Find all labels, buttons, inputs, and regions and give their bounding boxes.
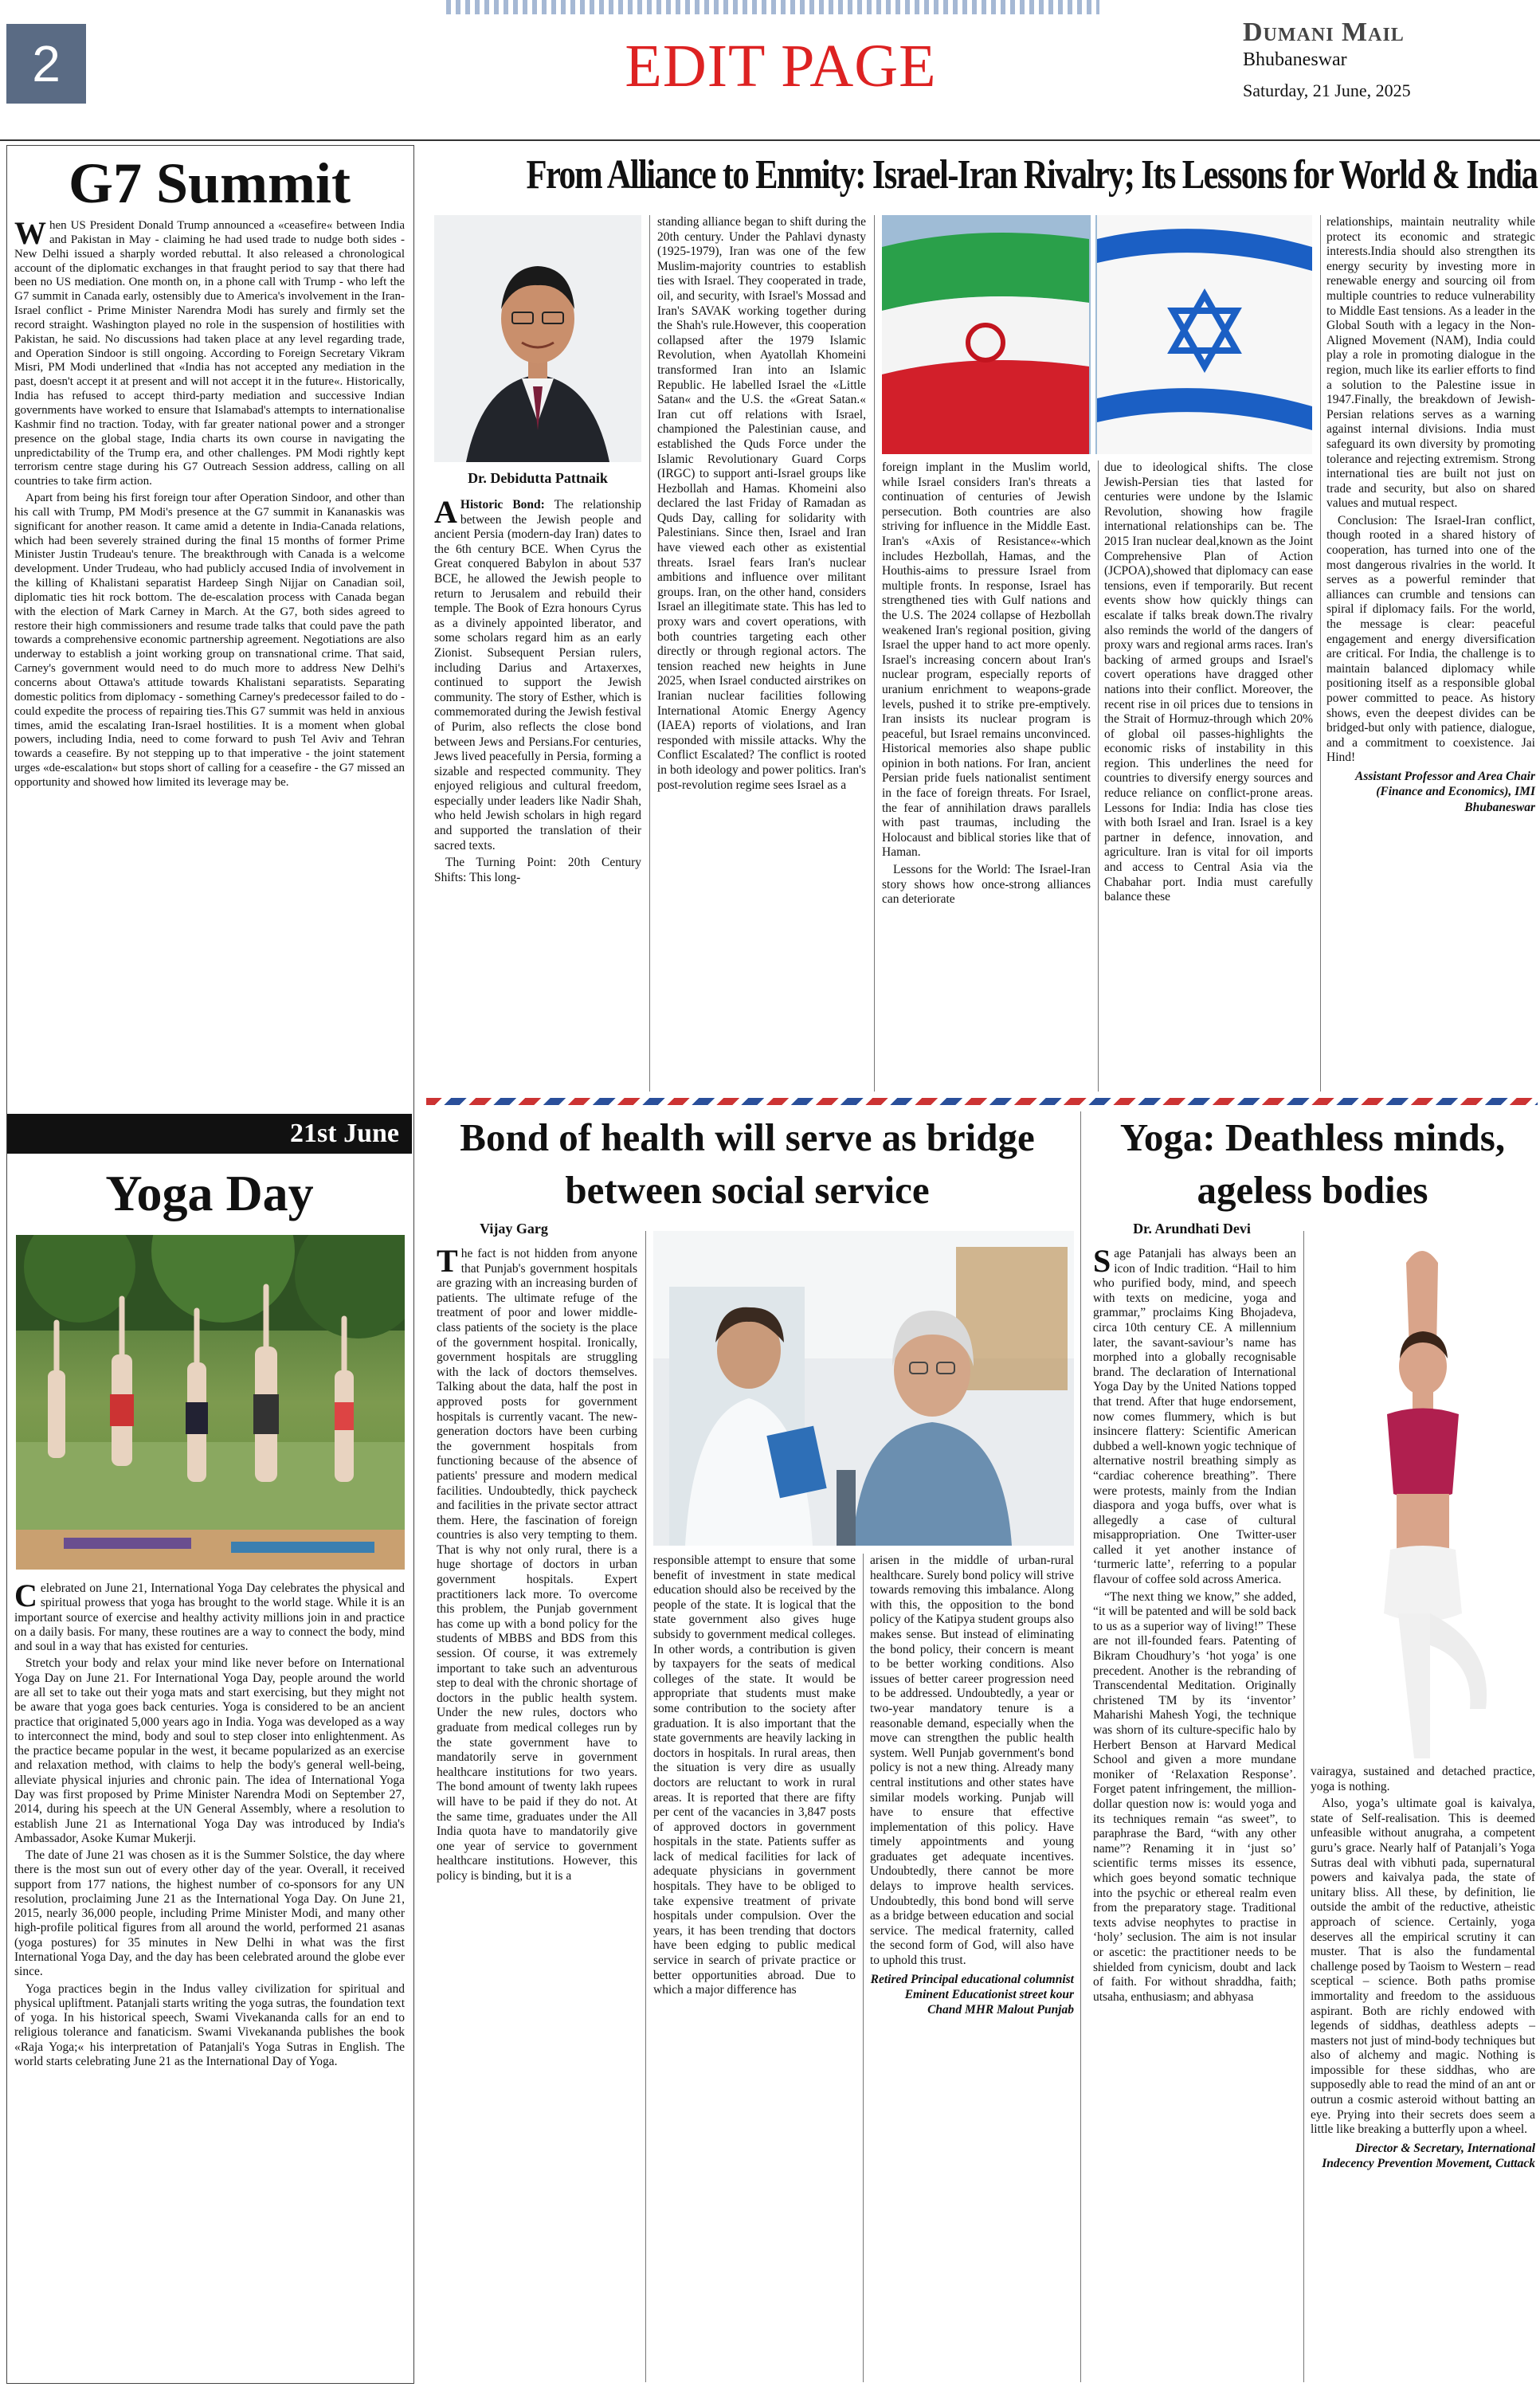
article-text: standing alliance began to shift during the 20th century. Under the Pahlavi dynasty (1925-1979), Iran was one of the few Muslim-majority countries to establish ties with Israel. They cooperated in trade, oil, and security, with Israel's Mossad and Iran's SAVAK working together during the Shah's rule.However, this cooperation collapsed after the 1979 Islamic Revolution, when Ayatollah Khomeini transformed Iran into an Islamic Republic. He labelled Israel the «Little Satan« and the U.S. the «Great Satan.« Iran cut off relations with Israel, championed the Palestinian cause, and established the Quds Force under the Islamic Revolutionary Guard Corps (IRGC) to support anti-Israel groups like Hezbollah and Hamas. Khomeini also declared the last Friday of Ramadan as Quds Day, calling for solidarity with Palestinians. Since then, Israel and Iran have viewed each other as existential threats. Israel fears Iran's nuclear ambitions and influence over militant groups. Iran, on the other hand, considers Israel an illegitimate state. This has led to proxy wars and covert operations, with both countries targeting each other directly or through regional actors. The tension reached new heights in June 2025, when Israel conducted airstrikes on Iranian nuclear facilities following International Atomic Energy Agency (IAEA) reports of violations, and Iran responded with missile attacks. Why the Conflict Escalated? The conflict is rooted in both ideology and power politics. Iran's post-revolution regime sees Israel as a <box>657 215 866 792</box>
yoga-day-article <box>14 1578 405 2071</box>
israel-iran-col5 <box>1326 215 1535 815</box>
health-col3 <box>870 1554 1074 2018</box>
israel-iran-col4 <box>1104 461 1313 907</box>
israel-iran-col3 <box>882 461 1091 910</box>
lead-in: Historic Bond: <box>460 498 545 512</box>
yoga-day-banner <box>7 1114 412 1154</box>
masthead <box>1243 18 1538 101</box>
israel-iran-headline: From Alliance to Enmity: Israel-Iran Rivalry; Its Lessons for World & India <box>526 152 1538 198</box>
drop-cap: S <box>1093 1243 1111 1279</box>
yoga-minds-col1 <box>1093 1243 1296 2007</box>
column-rule <box>1320 215 1321 1092</box>
yoga-paragraph: Yoga practices begin in the Indus valley civilization for spiritual and physical upliftment. Patanjali starts writing the yoga sutras, the foundation text of yoga. In his historical speech, Swami Vivekananda calls for an end to religious tolerance and fanaticism. Swami Vivekananda publishes the book «Raja Yoga;« his interpretation of Patanjali's Yoga Sutras in English. The world starts celebrating June 21 as the International Day of Yoga. <box>14 1981 405 2068</box>
author-photo <box>434 215 641 462</box>
column-rule <box>649 215 650 1092</box>
article-text: Lessons for the World: The Israel-Iran story shows how once-strong alliances can deteriorate <box>882 863 1091 907</box>
column-rule <box>645 1231 646 2382</box>
yoga-paragraph: The date of June 21 was chosen as it is the Summer Solstice, the day where there is the most sun out of every other day of the year. Overall, it received support from 177 nations, the highest number of co-sponsors for any UN resolution, proclaiming June 21 as the International Yoga Day. On June 21, 2015, nearly 36,000 people, including Prime Minister Modi, and many other high-profile political figures from all around the world, performed 21 asanas (yoga postures) for 35 minutes in New Delhi in what was the first International Yoga Day, and the day has been celebrated around the globe ever since. <box>14 1848 405 1979</box>
drop-cap: T <box>437 1243 458 1279</box>
section-divider <box>426 1098 1538 1105</box>
health-author: Vijay Garg <box>480 1221 548 1237</box>
page-number: 2 <box>6 24 86 104</box>
article-text: arisen in the middle of urban-rural healthcare. Surely bond policy will strive towards removing this imbalance. Along with this, the opposition to the bond policy of the Katipya student groups also makes sense. But instead of eliminating the bond policy, their concern is meant to be better working conditions. Also issues of better career progression need to be addressed. Undoubtedly, a year or two-year mandatory tenure is a reasonable demand, especially when the move can strengthen the public health system. Well Punjab government's bond policy is not a new thing. Already many central institutions and other states have similar models working. Punjab will have to ensure that effective implementation of this policy. Have timely appointments and young graduates get adequate incentives. Undoubtedly, there cannot be more delays to improve health services. Undoubtedly, this bond bond will serve as a bridge between education and social service. The medical fraternity, called the second form of God, will also have to uphold this trust. <box>870 1554 1074 1968</box>
author-credit: Assistant Professor and Area Chair (Finance and Economics), IMI Bhubaneswar <box>1355 769 1535 814</box>
yoga-minds-col2 <box>1311 1765 1535 2172</box>
israel-iran-col1 <box>434 494 641 888</box>
g7-article <box>14 215 405 793</box>
paper-name: Dumani Mail <box>1243 18 1405 47</box>
article-text: The Turning Point: 20th Century Shifts: This long- <box>434 856 641 884</box>
article-text: relationships, maintain neutrality while protect its economic and strategic interests.India should also strengthen its energy security by investing more in renewable energy and sourcing oil from multiple countries to reduce vulnerability to Middle East tensions. As a leader in the Global South with a legacy in the Non-Aligned Movement (NAM), India could play a role in promoting dialogue in the region, much like its earlier efforts to find a solution to the Palestine issue in 1947.Finally, the breakdown of Jewish-Persian relations serves as a warning against internal divisions. India must safeguard its own diversity by promoting tolerance and rejecting extremism. Strong international ties are built not just on trade and security, but also on shared values and mutual respect. <box>1326 215 1535 511</box>
yoga-day-title: Yoga Day <box>105 1165 314 1221</box>
yoga-group-photo <box>16 1235 405 1570</box>
drop-cap: W <box>14 215 46 251</box>
column-rule <box>1098 461 1099 1092</box>
header-decoration <box>446 0 1099 14</box>
israel-iran-col2 <box>657 215 866 795</box>
article-text: Also, yoga’s ultimate goal is kaivalya, state of Self-realisation. This is deemed unfeasible without anugraha, a competent guru’s grace. Nearly half of Patanjali’s Yoga Sutras deal with vibhuti pada, supernatural powers and kaivalya pada, the state of unitary bliss. All these, by definition, lie outside the ambit of the reductive, atheistic approach of science. Certainly, yoga deserves all the empirical scrutiny it can muster. That is also the fundamental challenge posed by Taoism to Western – read sceptical – science. Both paths promise immortality and freedom to the assiduous aspirant. Both are richly endowed with legends of siddhas, deathless adepts – masters not just of mind-body techniques but also of alchemy and magic. Nothing is impossible for these siddhas, who are supposedly able to read the mind of an ant or outrun a cosmic asteroid without batting an eye. Prying into their secrets does seem a little like breaking a butterfly upon a wheel. <box>1311 1797 1535 2137</box>
date: Saturday, 21 June, 2025 <box>1243 80 1411 100</box>
banner-text: 21st June <box>290 1119 399 1148</box>
column-rule <box>863 1554 864 2382</box>
health-headline: Bond of health will serve as bridge between social service <box>460 1115 1035 1212</box>
author-credit: Retired Principal educational columnist Eminent Educationist street kour Chand MHR Malout Punjab <box>870 1972 1074 2017</box>
flags-photo <box>882 215 1312 454</box>
header-rule <box>0 139 1540 141</box>
yoga-woman-photo <box>1311 1231 1535 1758</box>
yoga-paragraph: Stretch your body and relax your mind like never before on International Yoga Day on June 21. For International Yoga Day, people around the world are all set to take out their yoga mats and start exercising, but they might not be aware that yoga goes back centuries. Yoga is considered to be an ancient practice that originated 5,000 years ago in India. Yoga was developed as a way to interconnect the mind, body and soul to step closer into enlightenment. As the practice became popular in the west, it became popularized as an exercise and relaxation method, with claims to help the body's general well-being, alleviate physical injuries and chronic pain. The idea of International Yoga Day was first proposed by Prime Minister Narendra Modi on September 27, 2014, during his speech at the UN General Assembly, where a resolution to establish June 21 as International Yoga Day was introduced by India's Ambassador, Asoke Kumar Mukerji. <box>14 1656 405 1845</box>
section-title: EDIT PAGE <box>625 33 937 100</box>
article-text: vairagya, sustained and detached practice, yoga is nothing. <box>1311 1765 1535 1793</box>
health-col2 <box>653 1554 856 2001</box>
yoga-paragraph: elebrated on June 21, International Yoga Day celebrates the physical and spiritual prowess that yoga has brought to the world stage. While it is an important source of exercise and healthy activity millions join in and practice on a daily basis. For many, these routines are a way to connect the body, mind and soul in a way that has existed for centuries. <box>14 1582 405 1654</box>
city: Bhubaneswar <box>1243 49 1347 70</box>
g7-paragraph: hen US President Donald Trump announced a «ceasefire« between India and Pakistan in May - claiming he had used trade to nudge both sides - New Delhi issued a sharply worded rebuttal. It also released a chronological account of the diplomatic exchanges in that fraught period to say that there had been no US mediation. One month on, in a phone call with Trump - who left the G7 summit in Canada early, ostensibly due to America's involvement in the Iran-Israel conflict - Prime Minister Narendra Modi has surely and firmly set the record straight. Washington played no role in the suspension of hostilities with Pakistan, he said. No discussions had taken place at any level regarding trade, and Operation Sindoor is still ongoing. According to Foreign Secretary Vikram Misri, PM Modi underlined that «India has not accepted any mediation in the past, doesn't accept it at present and will not accept it in the future«. Historically, India has refused to accept third-party mediation and successive Indian governments have worked to ensure that Islamabad's attempts to internationalise Kashmir find no traction. Today, with far greater national power and a stronger presence on the global stage, India charts its own course in navigating the unpredictability of the Trump era, and other challenges. PM Modi rightly kept terrorism centre stage during his G7 Outreach Session address, calling on all countries to take firm action. <box>14 219 405 488</box>
article-text: foreign implant in the Muslim world, while Israel considers Iran's threats a continuation of centuries of Jewish persecution. Both countries are also striving for influence in the Middle East. Iran's «Axis of Resistance«-which includes Hezbollah, Hamas, and the Houthis-aims to pressure Israel from multiple fronts. In response, Israel has strengthened ties with Gulf nations and the U.S. The 2024 collapse of Hezbollah weakened Iran's regional position, giving Israel the upper hand to act more openly. Israel's increasing concern about Iran's nuclear program, especially reports of uranium enrichment to weapons-grade levels, pushed it to strike pre-emptively. Iran insists its nuclear program is peaceful, but Israel remains unconvinced. Historical memories also shape public opinion in both nations. For Iran, ancient Persian pride fuels nationalist sentiment in the face of foreign threats. For Israel, the fear of annihilation draws parallels with past traumas, including the Holocaust and biblical stories like that of Haman. <box>882 461 1091 860</box>
article-text: Conclusion: The Israel-Iran conflict, though rooted in a shared history of cooperation, has turned into one of the most dangerous rivalries in the world. It serves as a powerful reminder that alliances can crumble and tensions can spiral if diplomacy fails. For the world, the message is clear: peaceful engagement and energy diversification are critical. For India, the challenge is to maintain balanced diplomacy while positioning itself as a responsible global power committed to peace. As history shows, even the deepest divides can be bridged-but only with patience, dialogue, and a commitment to coexistence. Jai Hind! <box>1326 513 1535 765</box>
drop-cap: A <box>434 494 457 530</box>
author-credit: Director & Secretary, International Indecency Prevention Movement, Cuttack <box>1322 2141 1535 2171</box>
article-text: due to ideological shifts. The close Jewish-Persian ties that lasted for centuries were undone by the Islamic Revolution, showing how fragile international relationships can be. The 2015 Iran nuclear deal,known as the Joint Comprehensive Plan of Action (JCPOA),showed that diplomacy can ease tensions, even if temporarily. But recent events show how quickly things can escalate if talks break down.The rivalry also reminds the world of the dangers of proxy wars and regional arms races. Iran's backing of armed groups and Israel's covert operations have dragged other nations into their conflict. Moreover, the recent rise in oil prices due to tensions in the Strait of Hormuz-through which 20% of global oil passes-highlights the economic risks of instability in this region. This underlines the need for countries to diversify energy sources and reduce reliance on conflict-prone areas. Lessons for India: India has close ties with both Israel and Iran. Israel is a key partner in defence, innovation, and agriculture. Iran is vital for oil imports and access to Central Asia via the Chabahar port. India must carefully balance these <box>1104 461 1313 904</box>
doctor-patient-photo <box>653 1231 1074 1546</box>
article-text: “The next thing we know,” she added, “it will be patented and will be sold back to us as a superior way of living!” These are not ill-founded fears. Patenting of Bikram Choudhury’s ‘hot yoga’ is one precedent. Another is the rebranding of Transcendental Meditation. Originally christened TM by its ‘inventor’ Maharishi Mahesh Yogi, the technique was shorn of its culture-specific halo by Herbert Benson at Harvard Medical School and given a more mundane moniker of ‘Relaxation Response’. Forget patent infringement, the million-dollar question now is: would yoga and its techniques remain “as sweet”, to paraphrase the Bard, “with any other name”? Renaming it in ‘just so’ scientific terms misses its essence, which goes beyond somatic technique into the psychic or ethereal realm even from the preparatory stage. Traditional texts advise neophytes to practise in ‘holy’ seclusion. The aim is not insular or ascetic: the practitioner needs to be shielded from cynicism, doubt and lack of faith. For without shraddha, faith; utsaha, enthusiasm; and abhyasa <box>1093 1589 1296 2004</box>
israel-iran-author: Dr. Debidutta Pattnaik <box>468 470 608 486</box>
health-col1 <box>437 1243 637 1887</box>
column-rule <box>1080 1111 1081 2382</box>
g7-title: G7 Summit <box>68 151 351 215</box>
drop-cap: C <box>14 1578 37 1613</box>
article-text: The relationship between the Jewish people and ancient Persia (modern-day Iran) dates to the 6th century BCE. When Cyrus the Great conquered Babylon in about 537 BCE, he allowed the Jewish people to return to Jerusalem and rebuild their temple. The Book of Ezra honours Cyrus as a divinely appointed liberator, and some scholars regard him as an early Zionist. Subsequent Persian rulers, including Darius and Artaxerxes, continued to support the Jewish community. The story of Esther, which is commemorated during the Jewish festival of Purim, also reflects the close bond between Jews and Persians.For centuries, Jews lived peacefully in Persia, forming a sizable and respected community. They enjoyed religious and cultural freedom, especially under leaders like Nadir Shah, who held Jewish scholars in high regard and supported the translation of their sacred texts. <box>434 498 641 852</box>
column-rule <box>874 215 875 1092</box>
article-text: responsible attempt to ensure that some benefit of investment in state medical education should also be received by the people of the state. It is logical that the state government also gives huge subsidy to government medical colleges. In other words, a contribution is given by taxpayers for the seats of medical colleges of the state. It would be appropriate that students must make some contribution to the society after graduation. It is also important that the state governments are heavily lacking in doctors in hospitals. In rural areas, then the situation is very dire as usually doctors are reluctant to work in rural areas. It is reported that there are fifty per cent of the vacancies in 3,847 posts of approved doctors in government hospitals in the state. Patients suffer as lack of medical facilities for lack of adequate physicians in government hospitals. They have to be obliged to take expensive treatment of private hospitals under compulsion. Over the years, it has been trending that doctors have been edging to public medical service in search of private practice or better opportunities abroad. Due to which a major difference has <box>653 1554 856 1997</box>
yoga-minds-author: Dr. Arundhati Devi <box>1133 1221 1251 1237</box>
article-text: age Patanjali has always been an icon of Indic tradition. “Hail to him who purified body, mind, and speech with texts on medicine, yoga and grammar,” proclaims King Bhojadeva, circa 10th century CE. A millennium later, the savant-saviour’s name has morphed into a globally recognisable brand. The declaration of International Yoga Day by the United Nations topped that trend. After that huge endorsement, now comes flummery, which is but insincere flattery: Scientific American dubbed a well-known yogic technique of alternative nostril breathing simply as “cardiac coherence breathing”. There were protests, mainly from the Indian diaspora and yoga buffs, over what is allegedly a case of cultural misappropriation. One Twitter-user called it yet another instance of ‘turmeric latte’, referring to a popular flavour of coffee sold across America. <box>1093 1247 1296 1587</box>
column-rule <box>1303 1231 1304 2382</box>
article-text: he fact is not hidden from anyone that Punjab's government hospitals are grazing with an increasing burden of patients. The ultimate refuge of the treatment of poor and lower middle-class patients of the society is the place of the government hospital. Ironically, government hospitals are struggling with the lack of doctors themselves. Talking about the data, half the post in approved posts for government hospitals is currently vacant. The new-generation doctors have been curbing the government hospitals from functioning because of the absence of patients' pressure and modern medical facilities. Undoubtedly, thick paycheck and facilities in the private sector attract them. Here, the fascination of foreign countries is also very tempting to them. That is why not only rural, there is a huge shortage of doctors in urban government hospitals. Expert practitioners lack more. To overcome this problem, the Punjab government has come up with a bond policy for the students of MBBS and BDS from this session. Of course, it was extremely important to take such an adventurous step to deal with the chronic shortage of doctors in the public health system. Under the new rules, doctors who graduate from medical colleges run by the state government have to mandatorily serve in government healthcare institutions for two years. The bond amount of twenty lakh rupees will have to be paid if they do not. At the same time, graduates under the All India quota have to mandatorily give one year of service to government healthcare institutions. However, this policy is binding, but it is a <box>437 1247 637 1883</box>
yoga-minds-headline: Yoga: Deathless minds, ageless bodies <box>1119 1115 1506 1212</box>
g7-paragraph: Apart from being his first foreign tour after Operation Sindoor, and other than his call with Trump, PM Modi's presence at the G7 summit in Kananaskis was significant for another reason. It came amid a detente in India-Canada relations, which had been severely strained during the final 15 months of former Prime Minister Justin Trudeau's tenure. The breakthrough with Canada is a welcome development. Under Trudeau, who had publicly accused India of involvement in the killing of Khalistani separatist Hardeep Singh Nijjar on Canadian soil, diplomatic ties hit rock bottom. The de-escalation process with Canada began with the election of Mark Carney in March. At the G7, both sides agreed to restore their high commissioners and resume trade talks that could pave the path towards a comprehensive economic partnership agreement. Negotiations are also underway to establish a joint working group on transnational crime. That said, Carney's government would need to do much more to address New Delhi's concerns about Ottawa's attitude towards Khalistani separatists. Separating domestic politics from diplomacy - something Carney's predecessor failed to do - could expedite the process of repairing ties.This G7 summit was held in anxious times, amid the escalating Iran-Israel hostilities. It is a moment when global powers, including India, need to come forward to push Tel Aviv and Tehran towards a ceasefire. By not stepping up to that imperative - the joint statement urges «de-escalation« but stops short of calling for a ceasefire - the G7 missed an opportunity and showed how limited its leverage may be. <box>14 492 405 789</box>
